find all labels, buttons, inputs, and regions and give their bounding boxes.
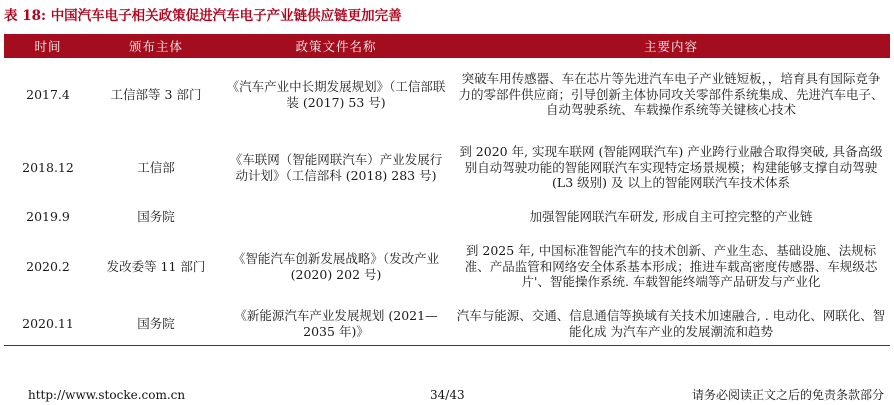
page-number: 34/43 (430, 388, 465, 402)
cell-time: 2018.12 (22, 159, 74, 175)
footer-disclaimer: 请务必阅读正文之后的免责条款部分 (691, 388, 884, 402)
cell-issuer: 国务院 (92, 303, 220, 345)
cell-issuer: 工信部 (137, 159, 175, 175)
header-issuer: 颁布主体 (92, 34, 220, 58)
cell-issuer: 工信部等 3 部门 (110, 86, 202, 102)
cell-document: 《车联网（智能网联汽车）产业发展行动计划》（工信部科 (2018) 283 号) (229, 152, 443, 183)
table-caption (4, 6, 402, 26)
cell-time: 2019.9 (26, 209, 70, 225)
header-content: 主要内容 (452, 34, 890, 58)
table-row (4, 303, 890, 345)
cell-content: 加强智能网联汽车研发, 形成自主可控完整的产业链 (529, 209, 813, 225)
caption-prefix: 表 18: (4, 8, 46, 24)
table-row (4, 58, 890, 131)
table-header-row (4, 34, 890, 58)
cell-time: 2020.2 (26, 258, 70, 274)
cell-content: 突破车用传感器、车在芯片等先进汽车电子产业链短板，，培育具有国际竞争力的零部件供应商；引导创新主体协同攻关零部件系统集成、先进汽车电子、自动驾驶系统、车载操作系统等关键核心技术 (458, 71, 884, 118)
page-footer (4, 386, 890, 405)
cell-document: 《智能汽车创新发展战略》（发改产业(2020) 202 号) (232, 251, 440, 282)
policy-table (4, 34, 890, 346)
header-time: 时间 (4, 34, 92, 58)
footer-url[interactable]: http://www.stocke.com.cn (28, 388, 186, 402)
cell-issuer: 发改委等 11 部门 (106, 258, 206, 274)
cell-content: 汽车与能源、交通、信息通信等换域有关技术加速融合, . 电动化、网联化、智能化成 为汽车产业的发展潮流和趋势 (452, 303, 890, 345)
cell-issuer: 国务院 (137, 209, 175, 225)
cell-content: 到 2025 年, 中国标准智能汽车的技术创新、产业生态、基础设施、法规标准、产品监管和网络安全体系基本形成；推进车载高密度传感器、车规级芯片'、智能操作系统. 车载智能终端等产品研发与产业化 (464, 243, 878, 290)
table-row (4, 230, 890, 303)
table-row (4, 204, 890, 230)
cell-document: 《汽车产业中长期发展规划》（工信部联装 (2017) 53 号) (226, 79, 446, 110)
cell-document: 《新能源汽车产业发展规划 (2021—2035 年)》 (220, 303, 452, 345)
cell-time: 2017.4 (26, 86, 70, 102)
caption-title: 中国汽车电子相关政策促进汽车电子产业链供应链更加完善 (50, 8, 402, 24)
cell-time: 2020.11 (4, 303, 92, 345)
cell-document (220, 204, 452, 230)
header-document: 政策文件名称 (220, 34, 452, 58)
table-row (4, 131, 890, 204)
cell-content: 到 2020 年, 实现车联网 (智能网联汽车) 产业跨行业融合取得突破, 具备高级别自动驾驶功能的智能网联汽车实现特定场景规模；构建能够支撑自动驾驶 (L3 级别) 及 以上的智能网联汽车技术体系 (459, 144, 883, 191)
